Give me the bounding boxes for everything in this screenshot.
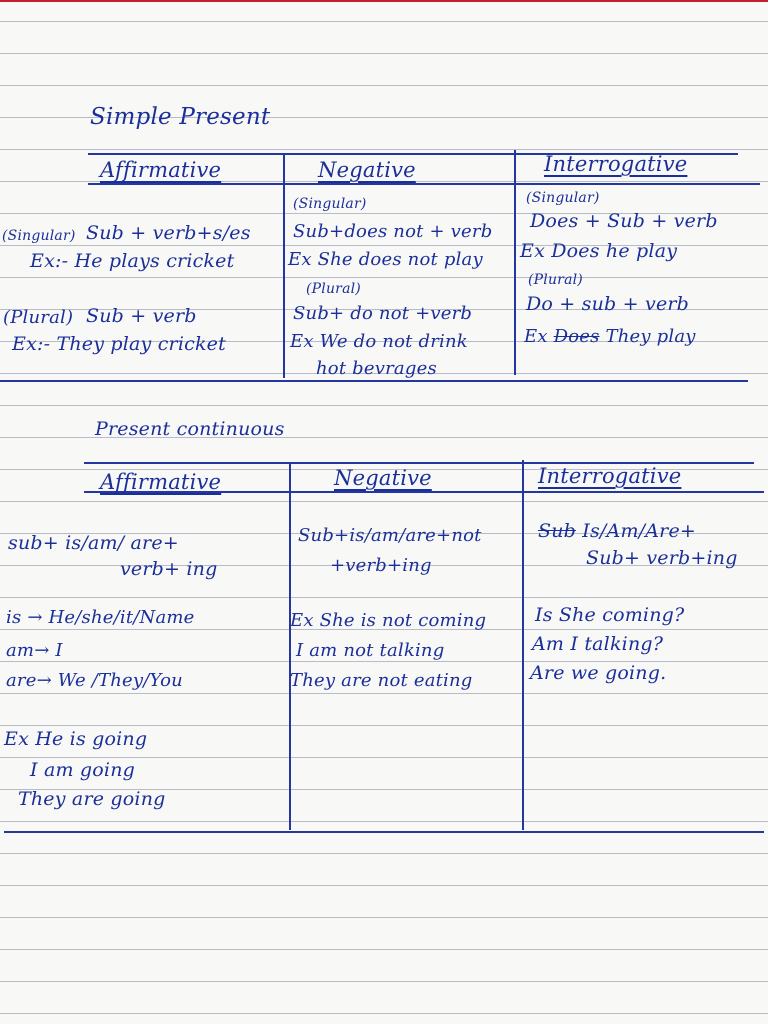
pc-int-ex-1: Is She coming? bbox=[535, 604, 685, 626]
sp-col-divider-1 bbox=[283, 153, 285, 378]
pc-neg-ex-3: They are not eating bbox=[290, 670, 473, 691]
sp-int-singular-rule: Does + Sub + verb bbox=[530, 210, 718, 232]
sp-aff-plural-rule: Sub + verb bbox=[86, 305, 197, 327]
sp-int-plural-tag: (Plural) bbox=[528, 272, 583, 288]
page-top-edge bbox=[0, 0, 768, 2]
pc-int-rule-struck: Sub bbox=[538, 520, 577, 542]
sp-int-singular-example: Ex Does he play bbox=[520, 240, 678, 262]
sp-neg-singular-rule: Sub+does not + verb bbox=[293, 221, 493, 242]
sp-header-affirmative: Affirmative bbox=[100, 158, 222, 182]
sp-col-divider-2 bbox=[514, 150, 516, 375]
sp-neg-plural-example-2: hot bevrages bbox=[316, 358, 437, 379]
sp-header-interrogative: Interrogative bbox=[544, 152, 688, 176]
sp-table-bottom-rule bbox=[0, 380, 748, 382]
pc-aff-ex-2: I am going bbox=[30, 759, 136, 781]
pc-col-divider-2 bbox=[522, 460, 524, 830]
sp-aff-singular-example: Ex:- He plays cricket bbox=[30, 250, 235, 272]
pc-neg-ex-2: I am not talking bbox=[296, 640, 445, 661]
pc-header-interrogative: Interrogative bbox=[538, 464, 682, 488]
sp-neg-singular-example: Ex She does not play bbox=[288, 249, 483, 270]
present-continuous-title: Present continuous bbox=[95, 418, 285, 440]
pc-int-ex-2: Am I talking? bbox=[532, 633, 664, 655]
sp-neg-singular-tag: (Singular) bbox=[293, 196, 367, 212]
sp-int-plural-example bbox=[524, 326, 696, 347]
sp-header-rule bbox=[88, 183, 760, 185]
pc-header-negative: Negative bbox=[334, 466, 432, 490]
pc-int-rule-1-text: Is/Am/Are+ bbox=[582, 520, 697, 542]
pc-aff-rule-2: verb+ ing bbox=[120, 558, 218, 580]
pc-neg-rule-2: +verb+ing bbox=[330, 555, 432, 576]
pc-int-rule-2: Sub+ verb+ing bbox=[586, 547, 738, 569]
sp-aff-singular-rule: Sub + verb+s/es bbox=[86, 222, 251, 244]
sp-int-singular-tag: (Singular) bbox=[526, 190, 600, 206]
sp-int-plural-rule: Do + sub + verb bbox=[526, 293, 690, 315]
sp-int-plural-example-struck: Does bbox=[553, 326, 600, 347]
pc-table-bottom-rule bbox=[4, 831, 764, 833]
pc-aff-are-line: are→ We /They/You bbox=[6, 670, 183, 691]
pc-aff-is-line: is → He/she/it/Name bbox=[6, 607, 195, 628]
pc-aff-rule-1: sub+ is/am/ are+ bbox=[8, 532, 179, 554]
sp-int-plural-example-prefix: Ex bbox=[524, 326, 548, 347]
pc-header-affirmative: Affirmative bbox=[100, 470, 222, 494]
pc-int-ex-3: Are we going. bbox=[530, 662, 667, 684]
sp-aff-singular-tag: (Singular) bbox=[2, 228, 76, 244]
sp-neg-plural-example-1: Ex We do not drink bbox=[290, 331, 468, 352]
pc-aff-ex-1: Ex He is going bbox=[4, 728, 148, 750]
simple-present-title: Simple Present bbox=[90, 104, 271, 130]
sp-header-negative: Negative bbox=[318, 158, 416, 182]
sp-neg-plural-tag: (Plural) bbox=[306, 281, 361, 297]
pc-col-divider-1 bbox=[289, 464, 291, 830]
pc-aff-am-line: am→ I bbox=[6, 640, 63, 661]
sp-aff-plural-example: Ex:- They play cricket bbox=[12, 333, 226, 355]
pc-neg-ex-1: Ex She is not coming bbox=[290, 610, 487, 631]
sp-int-plural-example-rest: They play bbox=[605, 326, 696, 347]
pc-aff-ex-3: They are going bbox=[18, 788, 166, 810]
sp-neg-plural-rule: Sub+ do not +verb bbox=[293, 303, 473, 324]
sp-aff-plural-tag: (Plural) bbox=[3, 307, 74, 328]
pc-neg-rule-1: Sub+is/am/are+not bbox=[298, 525, 482, 546]
pc-int-rule-1 bbox=[538, 520, 696, 542]
